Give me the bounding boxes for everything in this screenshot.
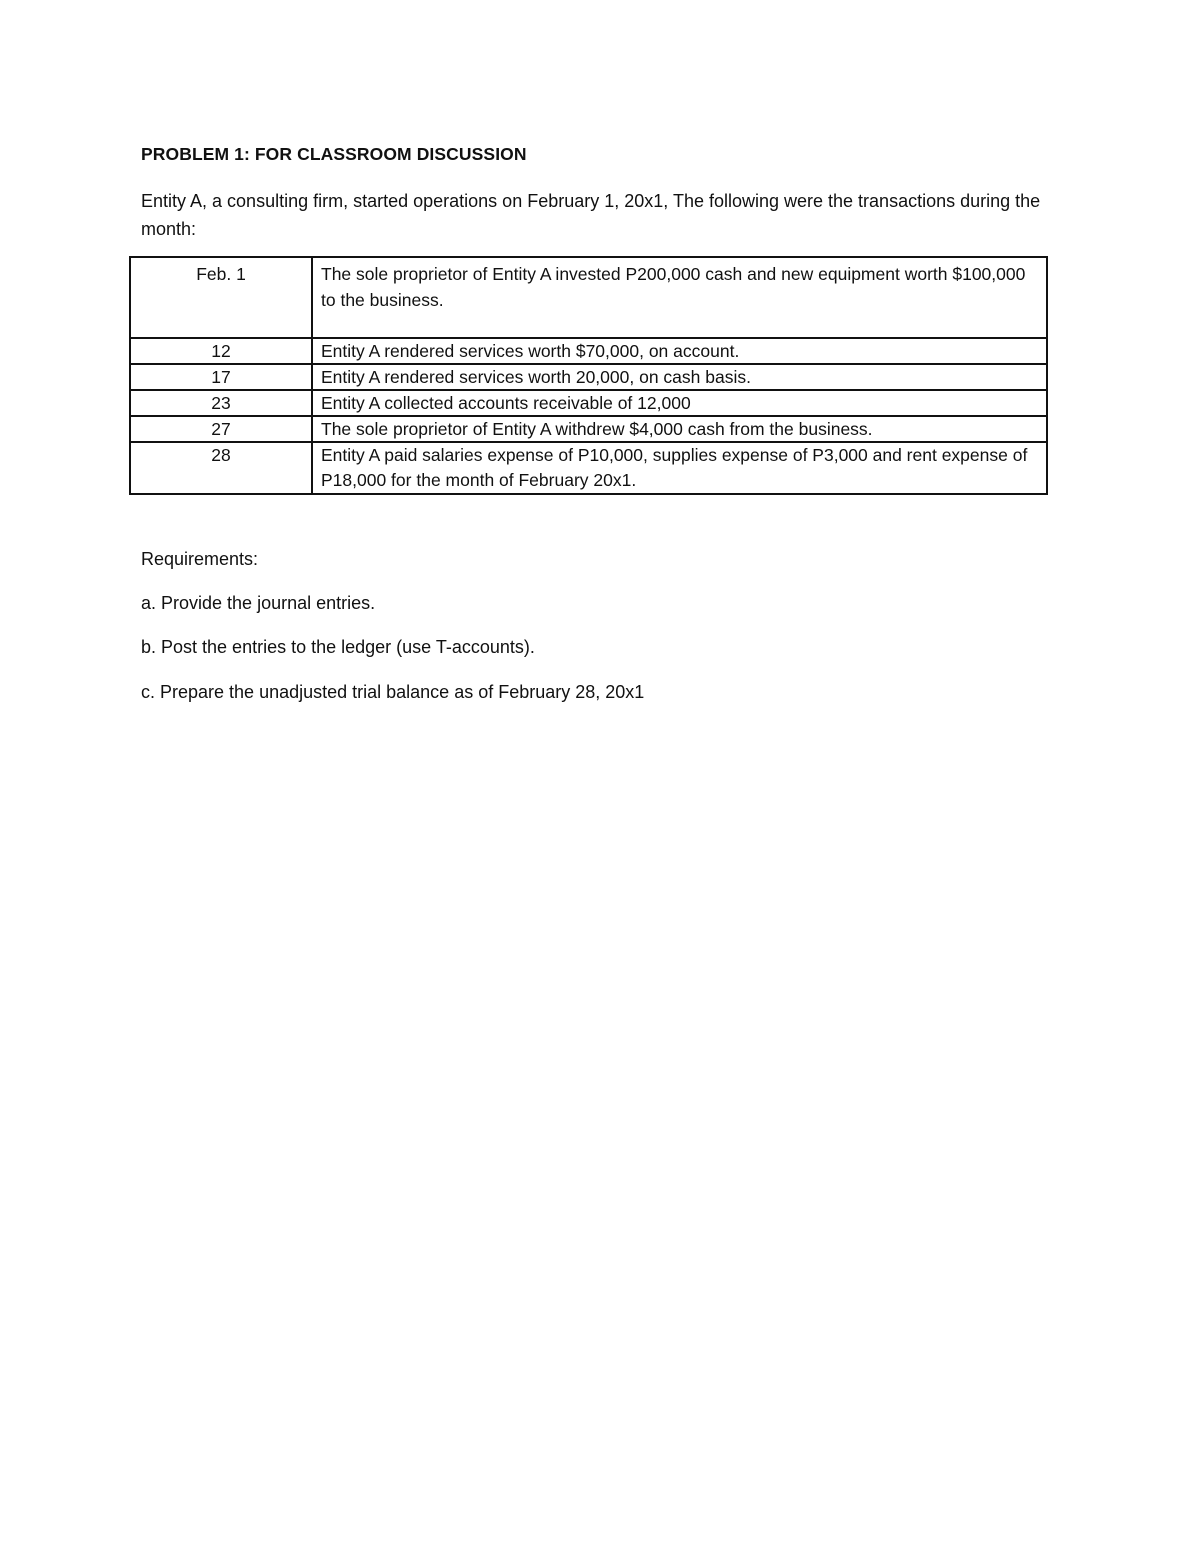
transaction-description: The sole proprietor of Entity A invested P200,000 cash and new equipment worth $100,000 to the business.: [312, 257, 1047, 338]
transactions-table: [129, 256, 1048, 495]
requirements-heading: Requirements:: [141, 549, 259, 569]
requirement-item: b. Post the entries to the ledger (use T-accounts).: [141, 637, 535, 657]
table-row: [130, 442, 1047, 494]
table-row: [130, 364, 1047, 390]
transaction-date: Feb. 1: [130, 257, 312, 338]
transaction-description: Entity A collected accounts receivable of 12,000: [312, 390, 1047, 416]
table-row: [130, 338, 1047, 364]
transaction-description: The sole proprietor of Entity A withdrew $4,000 cash from the business.: [312, 416, 1047, 442]
transaction-date: 28: [130, 442, 312, 494]
transaction-description: Entity A paid salaries expense of P10,000, supplies expense of P3,000 and rent expense of P18,000 for the month of February 20x1.: [312, 442, 1047, 494]
transaction-date: 23: [130, 390, 312, 416]
requirement-item: c. Prepare the unadjusted trial balance as of February 28, 20x1: [141, 682, 645, 702]
transaction-date: 17: [130, 364, 312, 390]
table-row: [130, 390, 1047, 416]
table-row: [130, 416, 1047, 442]
problem-intro: Entity A, a consulting firm, started operations on February 1, 20x1, The following were the transactions during the month:: [141, 191, 1041, 239]
requirement-item: a. Provide the journal entries.: [141, 593, 376, 613]
transaction-description: Entity A rendered services worth 20,000, on cash basis.: [312, 364, 1047, 390]
table-row: [130, 257, 1047, 338]
transaction-description: Entity A rendered services worth $70,000, on account.: [312, 338, 1047, 364]
transaction-date: 27: [130, 416, 312, 442]
transaction-date: 12: [130, 338, 312, 364]
problem-title: PROBLEM 1: FOR CLASSROOM DISCUSSION: [141, 144, 527, 164]
